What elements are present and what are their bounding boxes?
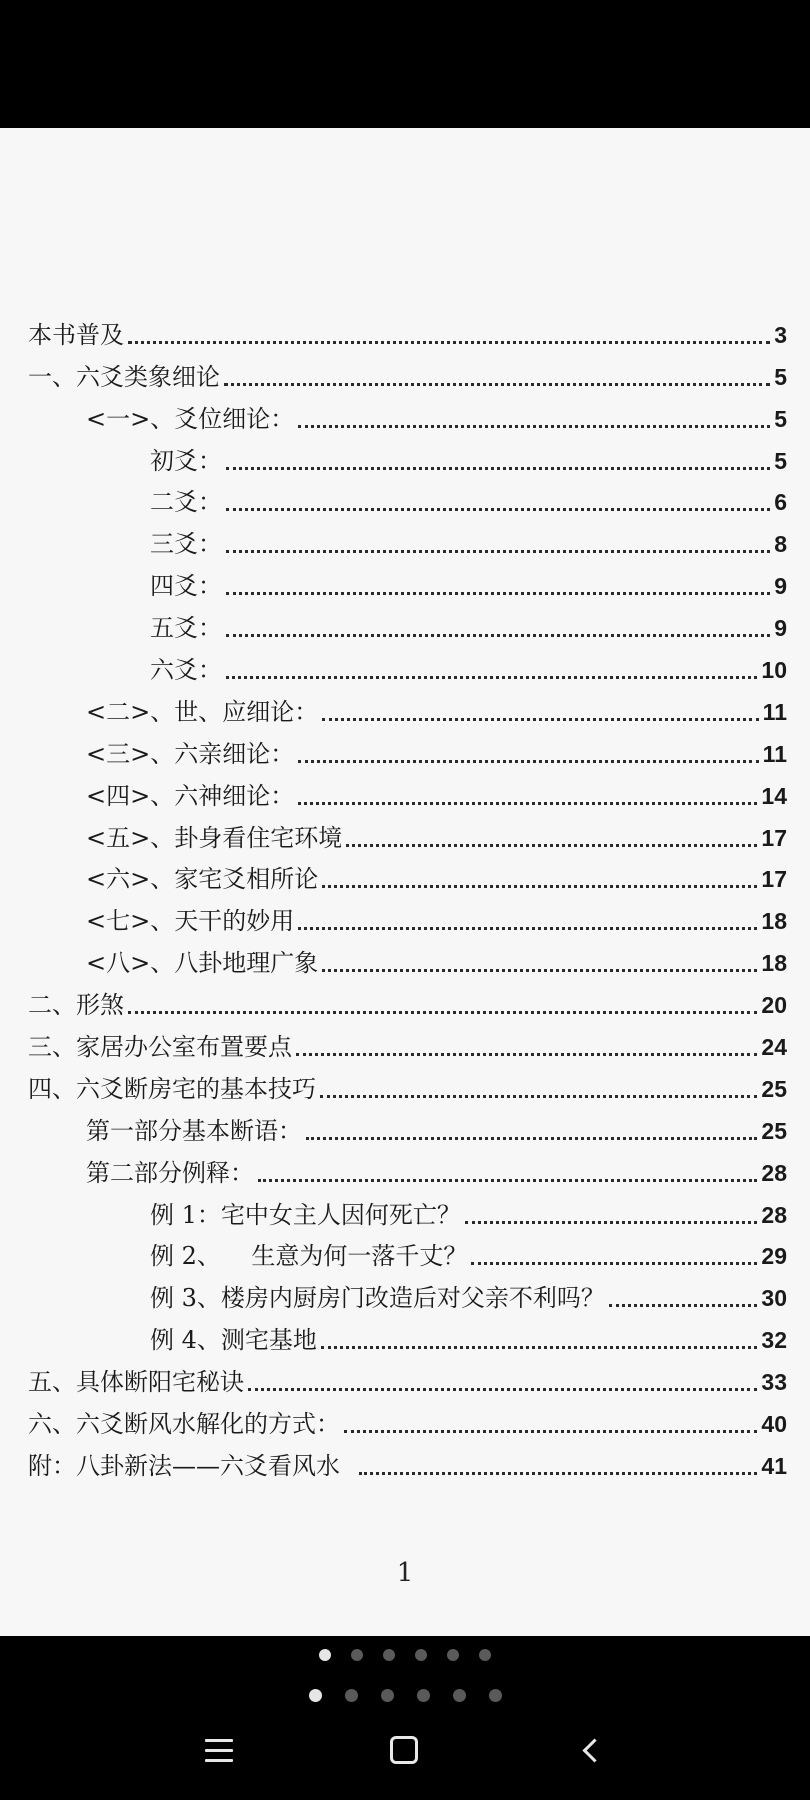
- toc-entry-title: 四、六爻断房宅的基本技巧: [28, 1074, 316, 1103]
- toc-entry-title: 本书普及: [28, 320, 124, 349]
- toc-entry-page: 17: [761, 866, 787, 893]
- toc-entry: [0, 1104, 810, 1146]
- toc-entry-page: 33: [761, 1369, 787, 1396]
- toc-entry: [0, 936, 810, 978]
- dot-leader: [226, 467, 770, 470]
- toc-entry-title: <二>、世、应细论：: [86, 697, 319, 726]
- toc-entry: [0, 601, 810, 643]
- home-icon: [390, 1736, 418, 1764]
- dot-leader: [248, 1388, 757, 1391]
- menu-icon: [205, 1739, 233, 1762]
- toc-entry-page: 28: [761, 1159, 787, 1186]
- page-dot[interactable]: [381, 1689, 394, 1702]
- toc-entry-title: 例 1：宅中女主人因何死亡？: [150, 1200, 461, 1229]
- toc-entry-page: 40: [761, 1411, 787, 1438]
- toc-entry-title: 初爻：: [150, 446, 222, 475]
- system-navigation-bar: [0, 1720, 810, 1780]
- page-dot[interactable]: [453, 1689, 466, 1702]
- toc-entry-page: 25: [761, 1117, 787, 1144]
- page-dot[interactable]: [351, 1649, 363, 1661]
- toc-entry-title: 例 2、 生意为何一落千丈？: [150, 1242, 468, 1271]
- toc-entry-page: 11: [762, 740, 787, 767]
- toc-entry-page: 8: [774, 531, 787, 558]
- toc-entry: [0, 308, 810, 350]
- toc-entry: [0, 853, 810, 895]
- back-button[interactable]: [560, 1720, 620, 1780]
- page-dot[interactable]: [489, 1689, 502, 1702]
- toc-entry-page: 32: [761, 1327, 787, 1354]
- toc-entry-title: <七>、天干的妙用: [86, 907, 295, 936]
- dot-leader: [296, 1053, 757, 1056]
- toc-entry-title: 五爻：: [150, 614, 222, 643]
- dot-leader: [226, 550, 770, 553]
- toc-entry: [0, 769, 810, 811]
- page-dot[interactable]: [383, 1649, 395, 1661]
- toc-entry-page: 6: [774, 489, 787, 516]
- toc-entry-page: 24: [761, 1034, 787, 1061]
- toc-entry: [0, 727, 810, 769]
- toc-entry-title: <四>、六神细论：: [86, 781, 295, 810]
- toc-entry: [0, 392, 810, 434]
- dot-leader: [226, 592, 770, 595]
- toc-entry-page: 10: [761, 657, 787, 684]
- dot-leader: [321, 1346, 758, 1349]
- page-dot[interactable]: [447, 1649, 459, 1661]
- dot-leader: [471, 1262, 757, 1265]
- home-button[interactable]: [374, 1720, 434, 1780]
- toc-entry: [0, 978, 810, 1020]
- toc-entry: [0, 1313, 810, 1355]
- toc-entry-title: 第二部分例释：: [86, 1158, 254, 1187]
- dot-leader: [306, 1137, 757, 1140]
- toc-entry-title: 五、具体断阳宅秘诀: [28, 1368, 244, 1397]
- page-indicator-secondary: [0, 1689, 810, 1702]
- toc-entry-page: 28: [761, 1201, 787, 1228]
- dot-leader: [298, 802, 757, 805]
- page-dot[interactable]: [309, 1689, 322, 1702]
- toc-entry-page: 18: [761, 950, 787, 977]
- document-page: [0, 128, 810, 1636]
- toc-entry-page: 5: [774, 405, 787, 432]
- toc-entry-title: <六>、家宅爻相所论: [86, 865, 319, 894]
- toc-entry-page: 11: [762, 698, 787, 725]
- toc-entry-title: 一、六爻类象细论: [28, 362, 220, 391]
- back-icon: [582, 1738, 606, 1762]
- dot-leader: [128, 341, 770, 344]
- toc-entry-title: 第一部分基本断语：: [86, 1116, 302, 1145]
- toc-entry: [0, 1439, 810, 1481]
- toc-entry: [0, 1355, 810, 1397]
- toc-entry-title: <五>、卦身看住宅环境: [86, 823, 343, 852]
- toc-entry-title: 例 3、楼房内厨房门改造后对父亲不利吗？: [150, 1284, 605, 1313]
- dot-leader: [359, 1472, 757, 1475]
- page-indicator-primary: [0, 1649, 810, 1661]
- dot-leader: [322, 885, 757, 888]
- dot-leader: [609, 1304, 758, 1307]
- toc-entry-page: 14: [761, 782, 787, 809]
- toc-entry-title: 六爻：: [150, 656, 222, 685]
- toc-entry-page: 9: [774, 573, 787, 600]
- dot-leader: [298, 927, 757, 930]
- dot-leader: [322, 969, 757, 972]
- toc-entry-title: 四爻：: [150, 572, 222, 601]
- dot-leader: [465, 1221, 758, 1224]
- toc-entry-page: 30: [761, 1285, 787, 1312]
- dot-leader: [226, 676, 757, 679]
- toc-entry-page: 5: [774, 363, 787, 390]
- toc-entry-title: 例 4、测宅基地: [150, 1326, 317, 1355]
- dot-leader: [224, 383, 770, 386]
- toc-entry: [0, 1188, 810, 1230]
- toc-entry-title: 六、六爻断风水解化的方式：: [28, 1410, 340, 1439]
- toc-entry: [0, 811, 810, 853]
- toc-entry: [0, 643, 810, 685]
- menu-button[interactable]: [189, 1720, 249, 1780]
- toc-entry-title: 三、家居办公室布置要点: [28, 1033, 292, 1062]
- toc-entry-page: 41: [761, 1452, 787, 1479]
- dot-leader: [320, 1095, 757, 1098]
- page-number: 1: [396, 1558, 414, 1588]
- toc-entry-page: 17: [761, 824, 787, 851]
- toc-entry: [0, 1230, 810, 1272]
- toc-entry: [0, 1271, 810, 1313]
- toc-entry-title: 三爻：: [150, 530, 222, 559]
- toc-entry: [0, 434, 810, 476]
- toc-entry-page: 9: [774, 615, 787, 642]
- page-dot[interactable]: [417, 1689, 430, 1702]
- toc-entry-title: 二、形煞: [28, 991, 124, 1020]
- toc-entry: [0, 1146, 810, 1188]
- toc-entry-page: 29: [761, 1243, 787, 1270]
- toc-entry: [0, 1397, 810, 1439]
- dot-leader: [298, 425, 770, 428]
- toc-entry: [0, 559, 810, 601]
- page-dot[interactable]: [345, 1689, 358, 1702]
- dot-leader: [344, 1430, 757, 1433]
- dot-leader: [226, 508, 770, 511]
- page-dot[interactable]: [415, 1649, 427, 1661]
- toc-entry-page: 25: [761, 1075, 787, 1102]
- table-of-contents: [0, 308, 810, 1481]
- dot-leader: [128, 1011, 757, 1014]
- page-dot[interactable]: [319, 1649, 331, 1661]
- dot-leader: [322, 718, 758, 721]
- toc-entry: [0, 1062, 810, 1104]
- dot-leader: [298, 760, 758, 763]
- toc-entry-page: 5: [774, 447, 787, 474]
- toc-entry-title: <三>、六亲细论：: [86, 739, 295, 768]
- toc-entry-title: <一>、爻位细论：: [86, 404, 295, 433]
- toc-entry: [0, 894, 810, 936]
- toc-entry-title: 二爻：: [150, 488, 222, 517]
- toc-entry-title: 附：八卦新法——六爻看风水: [28, 1451, 356, 1480]
- toc-entry: [0, 350, 810, 392]
- toc-entry-page: 3: [774, 321, 787, 348]
- dot-leader: [258, 1179, 757, 1182]
- toc-entry-page: 18: [761, 908, 787, 935]
- toc-entry: [0, 476, 810, 518]
- page-dot[interactable]: [479, 1649, 491, 1661]
- toc-entry: [0, 517, 810, 559]
- toc-entry: [0, 1020, 810, 1062]
- toc-entry-title: <八>、八卦地理广象: [86, 949, 319, 978]
- toc-entry-page: 20: [761, 992, 787, 1019]
- dot-leader: [226, 634, 770, 637]
- toc-entry: [0, 685, 810, 727]
- dot-leader: [346, 844, 757, 847]
